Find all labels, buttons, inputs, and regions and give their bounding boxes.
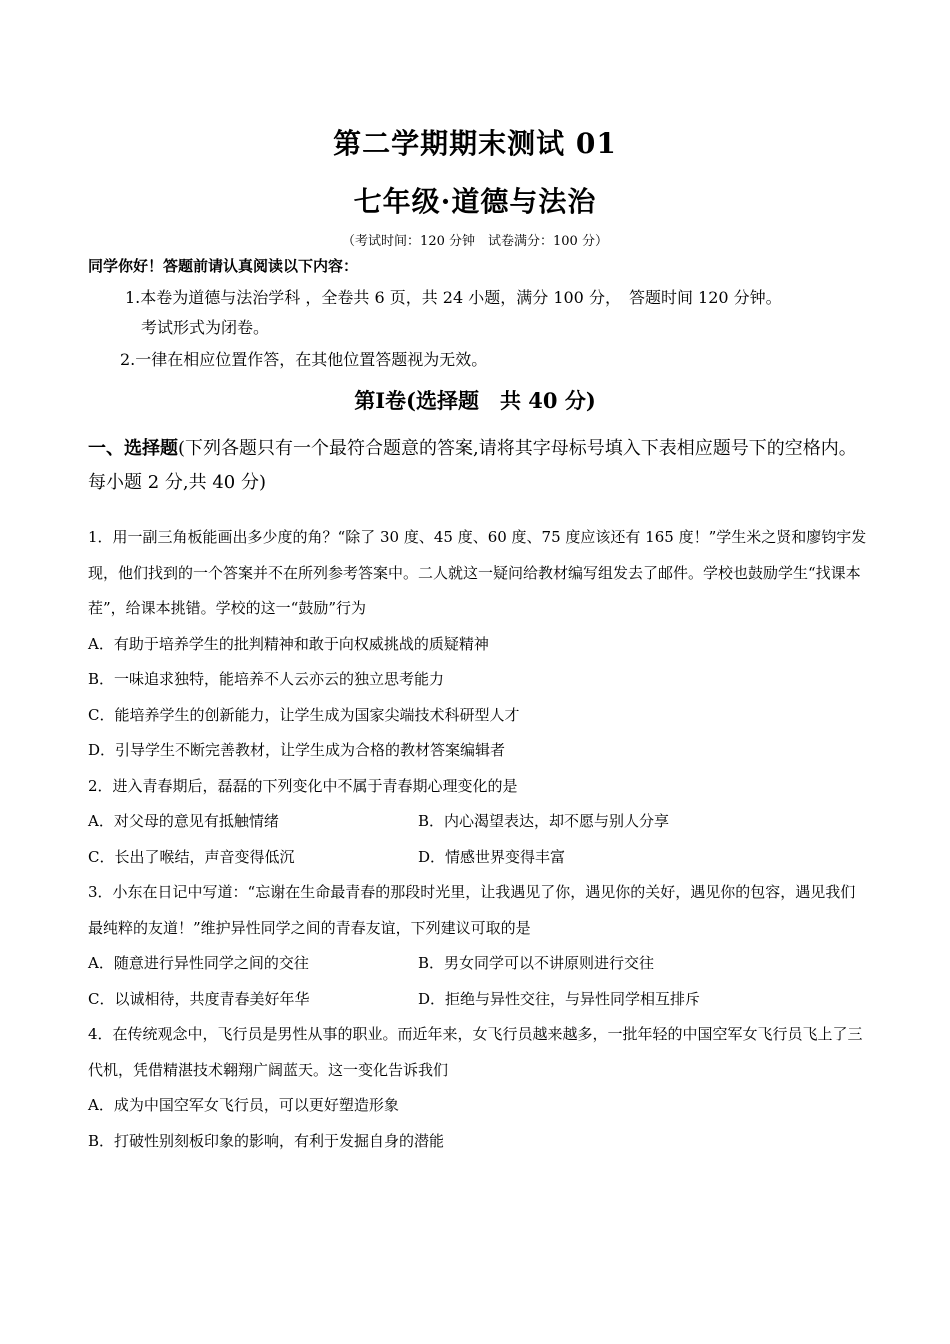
question-list [88, 520, 868, 1159]
question-2-option-d: D．情感世界变得丰富 [418, 847, 566, 866]
instruction-item-1-line2: 考试形式为闭卷。 [141, 318, 270, 337]
question-3-stem: 3．小东在日记中写道：“忘谢在生命最青春的那段时光里，让我遇见了你，遇见你的关好，遇见你的包容，遇见我们最纯粹的友道！”维护异性同学之间的青春友谊，下列建议可取的是 [88, 883, 856, 937]
question-1-option-c: C．能培养学生的创新能力，让学生成为国家尖端技术科研型人才 [88, 705, 520, 724]
exam-info: （考试时间：120 分钟 试卷满分：100 分） [342, 234, 608, 249]
question-4-option-b: B．打破性别刻板印象的影响，有利于发掘自身的潜能 [88, 1131, 445, 1150]
question-3-option-c: C．以诚相待，共度青春美好年华 [88, 989, 310, 1008]
greeting: 同学你好！答题前请认真阅读以下内容： [88, 257, 359, 275]
exam-subtitle: 七年级·道德与法治 [353, 185, 597, 218]
question-2-option-a: A．对父母的意见有抵触情绪 [88, 812, 279, 830]
question-1-option-a: A．有助于培养学生的批判精神和敢于向权威挑战的质疑精神 [88, 634, 489, 653]
question-3-options-row-1 [88, 946, 868, 982]
question-1-option-d: D．引导学生不断完善教材，让学生成为合格的教材答案编辑者 [88, 741, 506, 759]
question-2-option-b: B．内心渴望表达，却不愿与别人分享 [418, 812, 670, 830]
instruction-item-1-line1: 1.本卷为道德与法治学科 ，全卷共 6 页，共 24 小题，满分 100 分， 答题时间 120 分钟。 [125, 288, 782, 307]
question-1-stem: 1．用一副三角板能画出多少度的角？“除了 30 度、45 度、60 度、75 度应该还有 165 度！”学生米之贤和廖钧宇发现，他们找到的一个答案并不在所列参考答案中。二人就这一疑问给教材编写组发去了邮件。学校也鼓励学生“找课本茬”，给课本挑错。学校的这一“鼓励”行为 [88, 528, 867, 617]
question-4-stem: 4．在传统观念中，飞行员是男性从事的职业。而近年来，女飞行员越来越多，一批年轻的中国空军女飞行员飞上了三代机，凭借精湛技术翱翔广阔蓝天。这一变化告诉我们 [88, 1025, 863, 1079]
instruction-item-1 [125, 283, 885, 343]
question-3-option-b: B．男女同学可以不讲原则进行交往 [418, 954, 655, 972]
instruction-item-2: 2.一律在相应位置作答，在其他位置答题视为无效。 [120, 350, 488, 369]
question-3-option-a: A．随意进行异性同学之间的交往 [88, 954, 309, 972]
part-label: 一、选择题 [88, 438, 178, 459]
question-2-stem: 2．进入青春期后，磊磊的下列变化中不属于青春期心理变化的是 [88, 776, 518, 795]
question-2-option-c: C．长出了喉结，声音变得低沉 [88, 847, 295, 866]
exam-title: 第二学期期末测试 01 [333, 127, 617, 160]
part-description: (下列各题只有一个最符合题意的答案,请将其字母标号填入下表相应题号下的空格内。每小题 2 分,共 40 分) [88, 438, 857, 493]
section-title: 第Ⅰ卷(选择题 共 40 分) [354, 388, 596, 413]
part-heading [88, 432, 868, 500]
question-3-option-d: D．拒绝与异性交往，与异性同学相互排斥 [418, 989, 701, 1008]
question-4-option-a: A．成为中国空军女飞行员，可以更好塑造形象 [88, 1096, 399, 1114]
question-2-options-row-1 [88, 804, 868, 840]
question-3-options-row-2 [88, 982, 868, 1018]
question-1-option-b: B．一味追求独特，能培养不人云亦云的独立思考能力 [88, 670, 445, 688]
question-2-options-row-2 [88, 840, 868, 876]
